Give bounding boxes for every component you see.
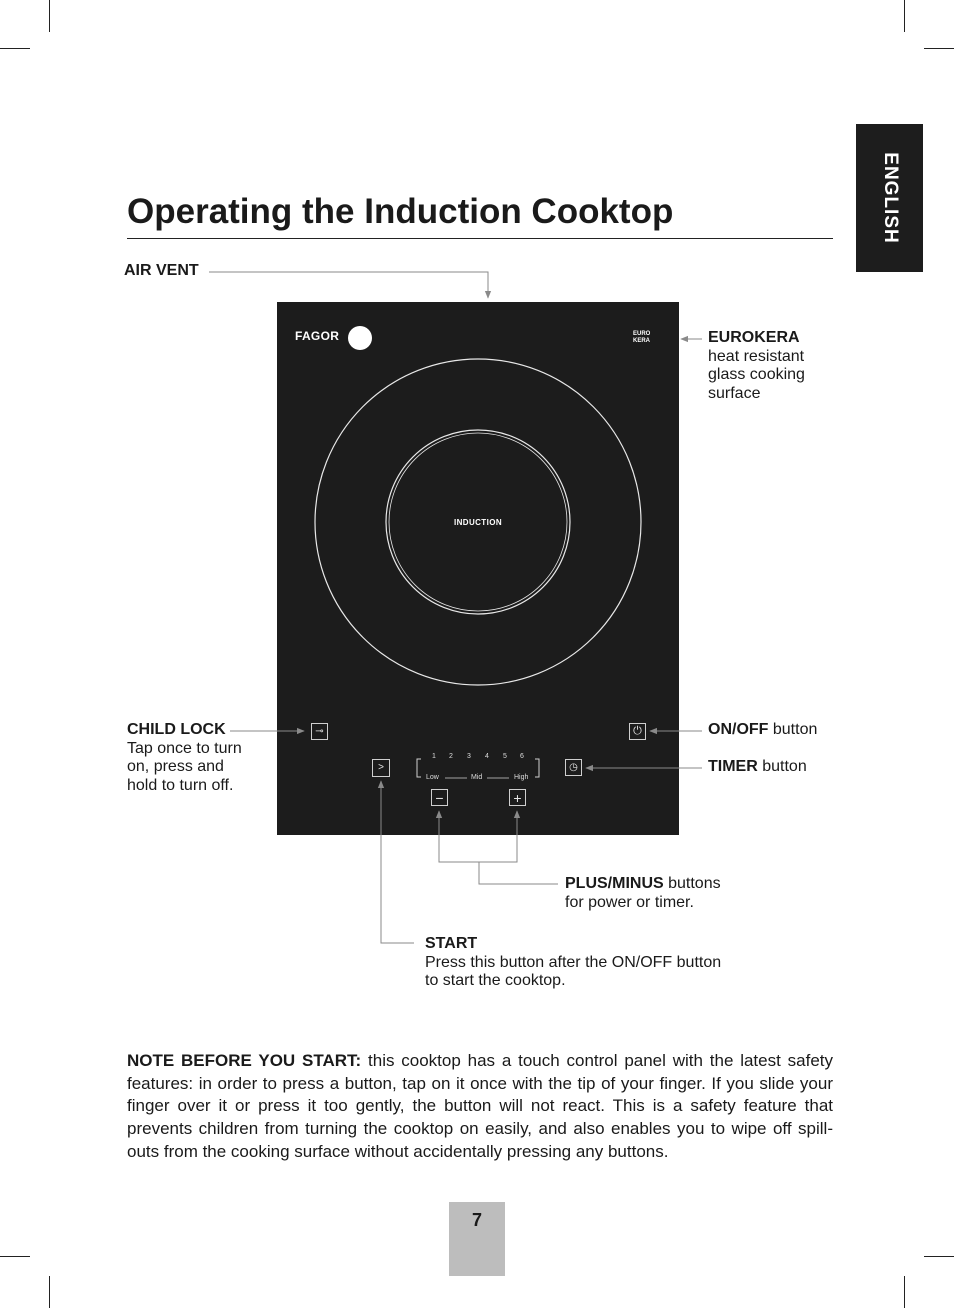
child-lock-desc-line2: on, press and <box>127 758 224 775</box>
plus-icon: + <box>513 789 522 806</box>
timer-suffix: button <box>757 758 807 775</box>
timer-button[interactable] <box>565 759 582 776</box>
level-low-label: Low <box>426 774 439 781</box>
minus-button[interactable] <box>431 789 448 806</box>
clock-icon: ◷ <box>569 761 578 773</box>
air-vent-leader <box>209 272 488 298</box>
level-indicator: 3 <box>467 753 471 760</box>
induction-zone-label: INDUCTION <box>453 518 503 527</box>
note-text: this cooktop has a touch control panel with the latest safety features: in order to press a button, tap on it once with the tip of your finger. If you slide your finger over it or press it too gently, the button will not react. This is a safety feature that prevents children from turning the cooktop on easily, and also enables you to wipe off spill-outs from the cooking surface without accidentally pressing any buttons. <box>127 1051 833 1161</box>
plus-minus-name: PLUS/MINUS <box>565 875 664 892</box>
brand-mark-icon <box>348 326 372 350</box>
level-indicator: 1 <box>432 753 436 760</box>
level-indicator: 4 <box>485 753 489 760</box>
eurokera-desc-line2: glass cooking <box>708 366 805 383</box>
on-off-name: ON/OFF <box>708 721 769 738</box>
timer-label <box>708 758 807 777</box>
eurokera-logo-line2: KERA <box>633 338 651 344</box>
eurokera-logo <box>633 331 663 345</box>
on-off-suffix: button <box>768 721 818 738</box>
start-label <box>425 935 721 991</box>
eurokera-label <box>708 329 805 403</box>
level-indicator: 6 <box>520 753 524 760</box>
eurokera-desc-line1: heat resistant <box>708 347 805 365</box>
start-button[interactable] <box>372 759 390 777</box>
plus-minus-desc: for power or timer. <box>565 893 694 911</box>
on-off-button[interactable] <box>629 723 646 740</box>
plus-minus-leader <box>479 862 558 884</box>
child-lock-label <box>127 721 242 795</box>
language-tab-label: ENGLISH <box>879 152 901 244</box>
child-lock-name: CHILD LOCK <box>127 721 226 738</box>
timer-name: TIMER <box>708 758 758 775</box>
plus-minus-bracket <box>439 811 517 862</box>
note-paragraph <box>127 1050 833 1164</box>
air-vent-label <box>124 262 199 281</box>
start-desc-line2: to start the cooktop. <box>425 972 566 989</box>
plus-minus-suffix: buttons <box>663 875 721 892</box>
level-mid-label: Mid <box>471 774 483 781</box>
start-name: START <box>425 935 478 952</box>
start-desc-line1: Press this button after the ON/OFF button <box>425 953 722 971</box>
note-lead: NOTE BEFORE YOU START: <box>127 1051 362 1070</box>
plus-button[interactable] <box>509 789 526 806</box>
child-lock-desc-line3: hold to turn off. <box>127 776 234 794</box>
minus-icon: − <box>435 789 444 806</box>
child-lock-desc-line1: Tap once to turn <box>127 739 242 757</box>
air-vent-name: AIR VENT <box>124 262 199 279</box>
eurokera-name: EUROKERA <box>708 329 800 346</box>
level-indicator: 5 <box>503 753 507 760</box>
brand-logo: FAGOR <box>295 329 340 343</box>
key-icon: ⊸ <box>315 725 324 737</box>
page-number-box <box>449 1202 505 1276</box>
plus-minus-label <box>565 875 721 912</box>
eurokera-logo-line1: EURO <box>633 331 651 337</box>
eurokera-desc-line3: surface <box>708 384 761 402</box>
play-icon: > <box>378 762 384 773</box>
power-icon: ⏻ <box>633 725 642 737</box>
child-lock-button[interactable] <box>311 723 328 740</box>
page-number: 7 <box>471 1210 482 1230</box>
on-off-label <box>708 721 817 740</box>
page-title: Operating the Induction Cooktop <box>127 192 674 231</box>
level-high-label: High <box>514 774 529 781</box>
level-indicator: 2 <box>449 753 453 760</box>
start-leader <box>381 781 414 943</box>
